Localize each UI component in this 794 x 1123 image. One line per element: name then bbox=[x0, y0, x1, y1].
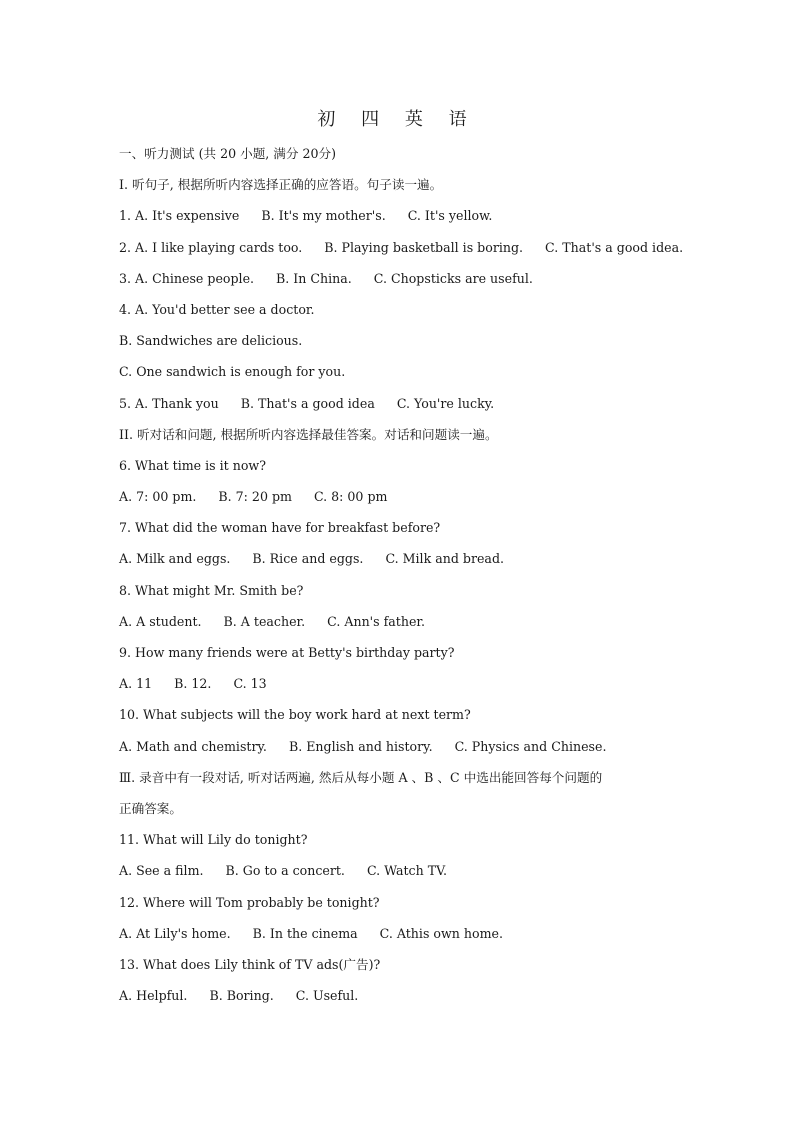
text-line bbox=[119, 895, 699, 926]
answer-option: C. Watch TV. bbox=[366, 863, 448, 879]
answer-options-line bbox=[119, 739, 699, 770]
line-text: 8. What might Mr. Smith be? bbox=[119, 582, 304, 598]
text-line bbox=[119, 832, 699, 863]
line-text: I. 听句子, 根据所听内容选择正确的应答语。句子读一遍。 bbox=[119, 177, 443, 193]
answer-options-line bbox=[119, 240, 699, 271]
answer-options-line bbox=[119, 208, 699, 239]
text-line bbox=[119, 801, 699, 832]
answer-option: C. That's a good idea. bbox=[545, 239, 684, 255]
line-text: A. 7: 00 pm. bbox=[119, 489, 197, 505]
line-text: 10. What subjects will the boy work hard at next term? bbox=[119, 707, 471, 723]
answer-options-line bbox=[119, 396, 699, 427]
answer-option: B. In the cinema bbox=[252, 925, 358, 941]
text-line bbox=[119, 770, 699, 801]
line-text: C. One sandwich is enough for you. bbox=[119, 364, 346, 380]
answer-option: B. 7: 20 pm bbox=[218, 489, 292, 505]
answer-option: C. It's yellow. bbox=[407, 208, 493, 224]
answer-option: C. 13 bbox=[233, 676, 267, 692]
line-text: B. Sandwiches are delicious. bbox=[119, 333, 303, 349]
answer-option: C. Athis own home. bbox=[379, 925, 503, 941]
line-text: A. Milk and eggs. bbox=[119, 551, 231, 567]
text-line bbox=[119, 333, 699, 364]
answer-option: C. Useful. bbox=[295, 988, 359, 1004]
answer-option: C. Physics and Chinese. bbox=[454, 738, 607, 754]
answer-options-line bbox=[119, 676, 699, 707]
answer-option: B. Playing basketball is boring. bbox=[324, 239, 524, 255]
line-text: 9. How many friends were at Betty's birthday party? bbox=[119, 645, 455, 660]
line-text: 5. A. Thank you bbox=[119, 395, 219, 411]
text-line bbox=[119, 583, 699, 614]
answer-options-line bbox=[119, 926, 699, 957]
line-text: A. Helpful. bbox=[119, 988, 188, 1004]
answer-option: B. A teacher. bbox=[223, 613, 306, 629]
text-line bbox=[119, 302, 699, 333]
answer-option: C. 8: 00 pm bbox=[313, 489, 388, 505]
text-line bbox=[119, 364, 699, 395]
answer-options-line bbox=[119, 551, 699, 582]
line-text: 一、听力测试 (共 20 小题, 满分 20分) bbox=[119, 146, 337, 161]
line-text: 6. What time is it now? bbox=[119, 457, 266, 473]
document-body bbox=[119, 146, 699, 1019]
line-text: 11. What will Lily do tonight? bbox=[119, 832, 308, 848]
answer-option: B. That's a good idea bbox=[240, 395, 375, 411]
text-line bbox=[119, 458, 699, 489]
line-text: 12. Where will Tom probably be tonight? bbox=[119, 894, 380, 910]
text-line bbox=[119, 645, 699, 676]
line-text: 1. A. It's expensive bbox=[119, 208, 240, 224]
line-text: A. At Lily's home. bbox=[119, 925, 231, 941]
answer-options-line bbox=[119, 271, 699, 302]
answer-option: B. Boring. bbox=[209, 988, 274, 1004]
line-text: II. 听对话和问题, 根据所听内容选择最佳答案。对话和问题读一遍。 bbox=[119, 426, 498, 442]
text-line bbox=[119, 520, 699, 551]
answer-options-line bbox=[119, 863, 699, 894]
answer-option: B. In China. bbox=[276, 270, 352, 286]
line-text: A. See a film. bbox=[119, 863, 204, 879]
page-title: 初 四 英 语 bbox=[317, 109, 477, 130]
line-text: 7. What did the woman have for breakfast before? bbox=[119, 520, 441, 536]
line-text: A. Math and chemistry. bbox=[119, 738, 267, 754]
line-text: A. 11 bbox=[119, 676, 153, 692]
answer-option: B. It's my mother's. bbox=[261, 208, 386, 224]
text-line bbox=[119, 957, 699, 988]
answer-option: B. Rice and eggs. bbox=[252, 551, 364, 567]
answer-option: C. Ann's father. bbox=[327, 613, 426, 629]
line-text: Ⅲ. 录音中有一段对话, 听对话两遍, 然后从每小题 A 、B 、C 中选出能回答每个问题的 bbox=[119, 769, 603, 785]
answer-option: C. You're lucky. bbox=[396, 395, 495, 411]
answer-option: B. Go to a concert. bbox=[225, 863, 345, 879]
answer-option: B. 12. bbox=[174, 676, 212, 692]
line-text: 2. A. I like playing cards too. bbox=[119, 239, 303, 255]
line-text: A. A student. bbox=[119, 613, 202, 629]
answer-options-line bbox=[119, 614, 699, 645]
line-text: 4. A. You'd better see a doctor. bbox=[119, 301, 315, 317]
text-line bbox=[119, 146, 699, 177]
line-text: 13. What does Lily think of TV ads(广告)? bbox=[119, 956, 381, 972]
answer-option: C. Milk and bread. bbox=[385, 551, 505, 567]
line-text: 正确答案。 bbox=[119, 800, 182, 816]
text-line bbox=[119, 177, 699, 208]
answer-options-line bbox=[119, 988, 699, 1019]
line-text: 3. A. Chinese people. bbox=[119, 270, 255, 286]
text-line bbox=[119, 707, 699, 738]
text-line bbox=[119, 427, 699, 458]
answer-option: C. Chopsticks are useful. bbox=[373, 270, 533, 286]
answer-option: B. English and history. bbox=[288, 738, 433, 754]
answer-options-line bbox=[119, 489, 699, 520]
